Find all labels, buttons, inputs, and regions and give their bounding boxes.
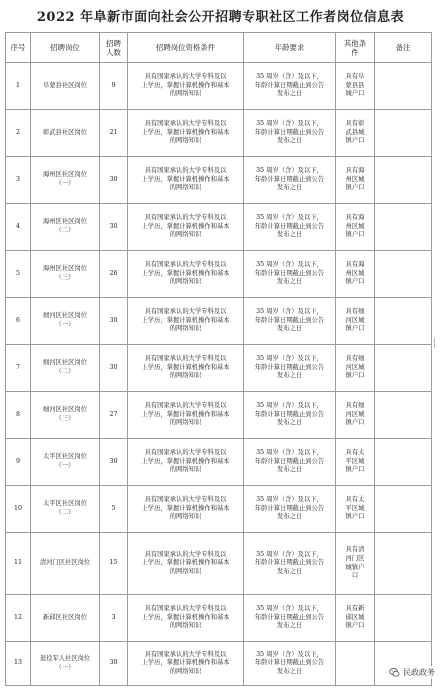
- cell-count: 30: [100, 298, 128, 345]
- cell-other-conditions: 具有新 邱区城 镇户口: [336, 595, 375, 642]
- cell-requirements: 具有国家承认的大学专科及以 上学历，掌握计算机操作和基本 的网络知识: [128, 642, 244, 686]
- cell-requirements: 具有国家承认的大学专科及以 上学历，掌握计算机操作和基本 的网络知识: [128, 345, 244, 392]
- cell-notes: [375, 533, 432, 595]
- cell-requirements: 具有国家承认的大学专科及以 上学历，掌握计算机操作和基本 的网络知识: [128, 533, 244, 595]
- table-row: [6, 251, 432, 298]
- cell-post: 彰武县社区岗位: [31, 110, 100, 157]
- cell-requirements: 具有国家承认的大学专科及以 上学历，掌握计算机操作和基本 的网络知识: [128, 486, 244, 533]
- cell-post: 退役军人社区岗位 （一）: [31, 642, 100, 686]
- cell-other-conditions: 具有清 河门区 城镇户 口: [336, 533, 375, 595]
- cell-count: 9: [100, 63, 128, 110]
- table-row: [6, 439, 432, 486]
- cell-post: 太平区社区岗位 （一）: [31, 439, 100, 486]
- cell-other-conditions: [336, 642, 375, 686]
- cell-count: 21: [100, 110, 128, 157]
- watermark: [387, 666, 437, 679]
- header-cell-no: 序号: [6, 33, 31, 63]
- cell-notes: [375, 157, 432, 204]
- cell-notes: [375, 204, 432, 251]
- cell-count: 15: [100, 533, 128, 595]
- cell-age: 35 周岁（含）及以下， 年龄计算日期截止到公告 发布之日: [244, 157, 336, 204]
- cell-other-conditions: 具有海 州区城 镇户口: [336, 251, 375, 298]
- cell-requirements: 具有国家承认的大学专科及以 上学历，掌握计算机操作和基本 的网络知识: [128, 595, 244, 642]
- cell-other-conditions: 具有细 河区城 镇户口: [336, 298, 375, 345]
- header-cell-requirements: 招聘岗位资格条件: [128, 33, 244, 63]
- cell-no: 10: [6, 486, 31, 533]
- cell-post: 细河区社区岗位 （三）: [31, 392, 100, 439]
- cell-age: 35 周岁（含）及以下， 年龄计算日期截止到公告 发布之日: [244, 298, 336, 345]
- cell-post: 细河区社区岗位 （一）: [31, 298, 100, 345]
- table-row: [6, 298, 432, 345]
- cell-count: 5: [100, 486, 128, 533]
- cell-no: 11: [6, 533, 31, 595]
- cell-requirements: 具有国家承认的大学专科及以 上学历，掌握计算机操作和基本 的网络知识: [128, 157, 244, 204]
- cell-requirements: 具有国家承认的大学专科及以 上学历，掌握计算机操作和基本 的网络知识: [128, 251, 244, 298]
- table-row: [6, 345, 432, 392]
- cell-requirements: 具有国家承认的大学专科及以 上学历，掌握计算机操作和基本 的网络知识: [128, 63, 244, 110]
- cell-notes: [375, 595, 432, 642]
- cell-notes: [375, 110, 432, 157]
- cell-no: 8: [6, 392, 31, 439]
- table-row: [6, 392, 432, 439]
- cell-requirements: 具有国家承认的大学专科及以 上学历，掌握计算机操作和基本 的网络知识: [128, 298, 244, 345]
- cell-no: 6: [6, 298, 31, 345]
- cell-age: 35 周岁（含）及以下， 年龄计算日期截止到公告 发布之日: [244, 110, 336, 157]
- cell-post: 海州区社区岗位 （二）: [31, 204, 100, 251]
- cell-post: 海州区社区岗位 （三）: [31, 251, 100, 298]
- cell-other-conditions: 具有太 平区城 镇户口: [336, 486, 375, 533]
- cell-age: 35 周岁（含）及以下， 年龄计算日期截止到公告 发布之日: [244, 595, 336, 642]
- cell-requirements: 具有国家承认的大学专科及以 上学历，掌握计算机操作和基本 的网络知识: [128, 110, 244, 157]
- cell-notes: [375, 392, 432, 439]
- cell-notes: [375, 251, 432, 298]
- cell-requirements: 具有国家承认的大学专科及以 上学历，掌握计算机操作和基本 的网络知识: [128, 392, 244, 439]
- cell-no: 7: [6, 345, 31, 392]
- cell-age: 35 周岁（含）及以下， 年龄计算日期截止到公告 发布之日: [244, 486, 336, 533]
- cell-requirements: 具有国家承认的大学专科及以 上学历，掌握计算机操作和基本 的网络知识: [128, 204, 244, 251]
- cell-count: 30: [100, 157, 128, 204]
- scroll-indicator: [434, 338, 439, 348]
- cell-count: 30: [100, 204, 128, 251]
- cell-post: 阜蒙县社区岗位: [31, 63, 100, 110]
- table-row: [6, 595, 432, 642]
- cell-other-conditions: 具有细 河区城 镇户口: [336, 345, 375, 392]
- table-row: [6, 110, 432, 157]
- header-row: [6, 33, 432, 63]
- table-row: [6, 642, 432, 686]
- table-row: [6, 204, 432, 251]
- header-cell-age: 年龄要求: [244, 33, 336, 63]
- positions-table: [5, 32, 432, 686]
- cell-notes: [375, 439, 432, 486]
- cell-age: 35 周岁（含）及以下， 年龄计算日期截止到公告 发布之日: [244, 251, 336, 298]
- cell-no: 12: [6, 595, 31, 642]
- cell-age: 35 周岁（含）及以下， 年龄计算日期截止到公告 发布之日: [244, 533, 336, 595]
- header-cell-other: 其他条 件: [336, 33, 375, 63]
- cell-no: 5: [6, 251, 31, 298]
- cell-no: 1: [6, 63, 31, 110]
- cell-post: 细河区社区岗位 （二）: [31, 345, 100, 392]
- cell-count: 26: [100, 251, 128, 298]
- table-row: [6, 157, 432, 204]
- cell-age: 35 周岁（含）及以下， 年龄计算日期截止到公告 发布之日: [244, 345, 336, 392]
- cell-requirements: 具有国家承认的大学专科及以 上学历，掌握计算机操作和基本 的网络知识: [128, 439, 244, 486]
- page-title: 2022 年阜新市面向社会公开招聘专职社区工作者岗位信息表: [36, 10, 405, 25]
- cell-no: 9: [6, 439, 31, 486]
- cell-no: 13: [6, 642, 31, 686]
- cell-count: 27: [100, 392, 128, 439]
- cell-other-conditions: 具有海 州区城 镇户口: [336, 204, 375, 251]
- cell-post: 海州区社区岗位 （一）: [31, 157, 100, 204]
- table-row: [6, 533, 432, 595]
- cell-age: 35 周岁（含）及以下， 年龄计算日期截止到公告 发布之日: [244, 642, 336, 686]
- cell-no: 3: [6, 157, 31, 204]
- cell-other-conditions: 具有细 河区城 镇户口: [336, 392, 375, 439]
- header-cell-notes: 备注: [375, 33, 432, 63]
- wechat-icon: [389, 667, 400, 678]
- cell-post: 太平区社区岗位 （二）: [31, 486, 100, 533]
- cell-count: 30: [100, 439, 128, 486]
- cell-no: 4: [6, 204, 31, 251]
- cell-other-conditions: 具有彰 武县城 镇户口: [336, 110, 375, 157]
- cell-other-conditions: 具有太 平区城 镇户口: [336, 439, 375, 486]
- cell-count: 30: [100, 345, 128, 392]
- cell-notes: [375, 298, 432, 345]
- cell-count: 30: [100, 642, 128, 686]
- cell-age: 35 周岁（含）及以下， 年龄计算日期截止到公告 发布之日: [244, 392, 336, 439]
- header-cell-post: 招聘岗位: [31, 33, 100, 63]
- cell-count: 3: [100, 595, 128, 642]
- table-row: [6, 63, 432, 110]
- watermark-text: 民政政务: [403, 668, 435, 677]
- cell-age: 35 周岁（含）及以下， 年龄计算日期截止到公告 发布之日: [244, 63, 336, 110]
- cell-age: 35 周岁（含）及以下， 年龄计算日期截止到公告 发布之日: [244, 439, 336, 486]
- cell-notes: [375, 63, 432, 110]
- cell-other-conditions: 具有海 州区城 镇户口: [336, 157, 375, 204]
- table-row: [6, 486, 432, 533]
- cell-age: 35 周岁（含）及以下， 年龄计算日期截止到公告 发布之日: [244, 204, 336, 251]
- header-cell-count: 招聘 人数: [100, 33, 128, 63]
- cell-post: 新邱区社区岗位: [31, 595, 100, 642]
- cell-notes: [375, 345, 432, 392]
- cell-no: 2: [6, 110, 31, 157]
- cell-notes: [375, 486, 432, 533]
- cell-other-conditions: 具有阜 蒙县县 城户口: [336, 63, 375, 110]
- cell-post: 清河门区社区岗位: [31, 533, 100, 595]
